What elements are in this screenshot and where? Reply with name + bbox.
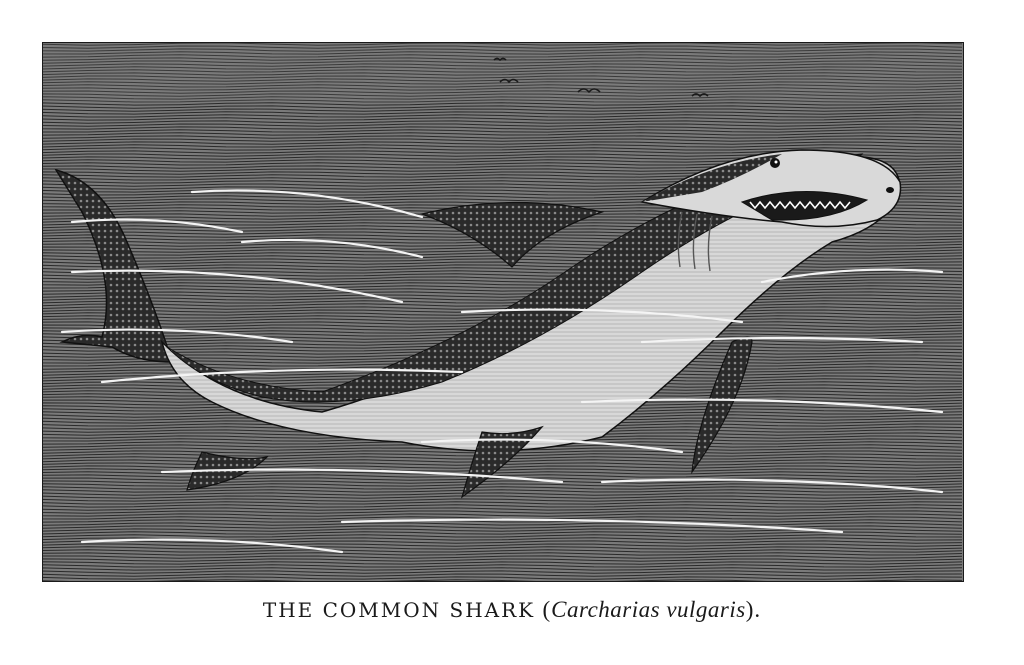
engraving-canvas xyxy=(42,42,964,582)
latin-open-paren: ( xyxy=(542,597,552,622)
shark-engraving xyxy=(42,42,964,582)
common-name: THE COMMON SHARK xyxy=(262,598,536,622)
latin-close-paren: ). xyxy=(745,597,762,622)
latin-name: Carcharias vulgaris xyxy=(551,597,746,622)
shark-nostril xyxy=(886,187,894,193)
figure-caption xyxy=(0,597,1024,623)
